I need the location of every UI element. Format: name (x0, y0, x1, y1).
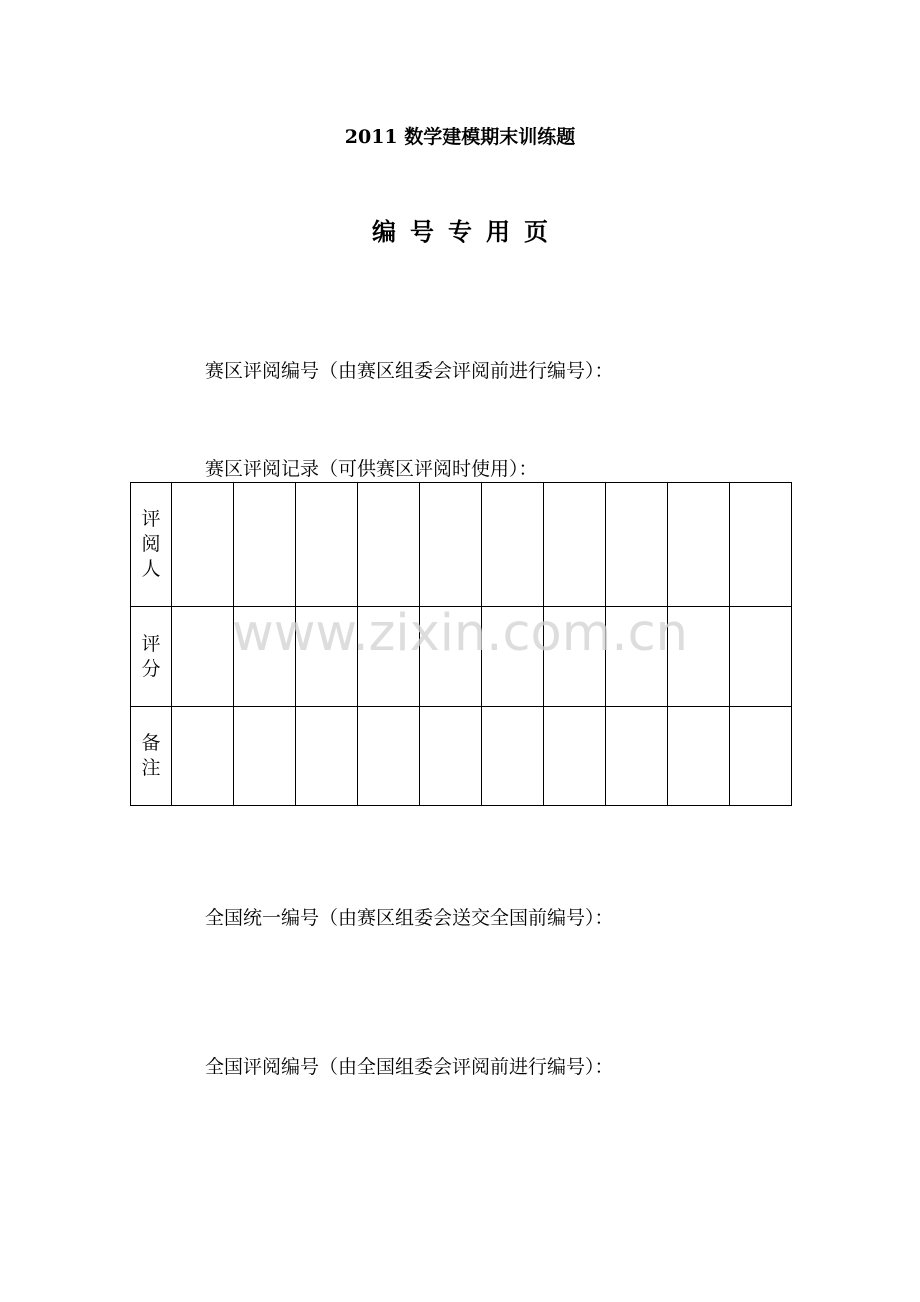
reviewer-cell (420, 483, 482, 607)
reviewer-cell (544, 483, 606, 607)
reviewer-cell (482, 483, 544, 607)
national-unified-number-label: 全国统一编号（由赛区组委会送交全国前编号）： (205, 907, 614, 929)
national-review-number-label: 全国评阅编号（由全国组委会评阅前进行编号）： (205, 1056, 614, 1078)
notes-cell (172, 707, 234, 806)
reviewer-cell (234, 483, 296, 607)
score-cell (420, 607, 482, 707)
score-cell (482, 607, 544, 707)
score-cell (296, 607, 358, 707)
reviewer-cell (668, 483, 730, 607)
regional-review-number-label: 赛区评阅编号（由赛区组委会评阅前进行编号）： (205, 360, 614, 382)
review-record-table (130, 482, 792, 806)
reviewer-cell (358, 483, 420, 607)
row-label-score: 评分 (131, 607, 172, 707)
score-cell (730, 607, 792, 707)
regional-review-record-label: 赛区评阅记录（可供赛区评阅时使用）： (205, 458, 538, 480)
notes-cell (234, 707, 296, 806)
score-cell (172, 607, 234, 707)
table-row-notes (131, 707, 792, 806)
notes-cell (358, 707, 420, 806)
score-cell (668, 607, 730, 707)
score-cell (606, 607, 668, 707)
score-cell (544, 607, 606, 707)
notes-cell (296, 707, 358, 806)
reviewer-cell (730, 483, 792, 607)
score-cell (234, 607, 296, 707)
reviewer-cell (296, 483, 358, 607)
notes-cell (730, 707, 792, 806)
table-row-score (131, 607, 792, 707)
notes-cell (668, 707, 730, 806)
notes-cell (606, 707, 668, 806)
reviewer-cell (172, 483, 234, 607)
page-heading: 编号专用页 (372, 217, 562, 246)
row-label-reviewer: 评阅人 (131, 483, 172, 607)
watermark: www.zixin.com.cn (232, 604, 688, 663)
notes-cell (482, 707, 544, 806)
row-label-notes: 备注 (131, 707, 172, 806)
table-row-reviewer (131, 483, 792, 607)
reviewer-cell (606, 483, 668, 607)
document-title: 2011 数学建模期末训练题 (344, 126, 576, 148)
score-cell (358, 607, 420, 707)
notes-cell (544, 707, 606, 806)
notes-cell (420, 707, 482, 806)
